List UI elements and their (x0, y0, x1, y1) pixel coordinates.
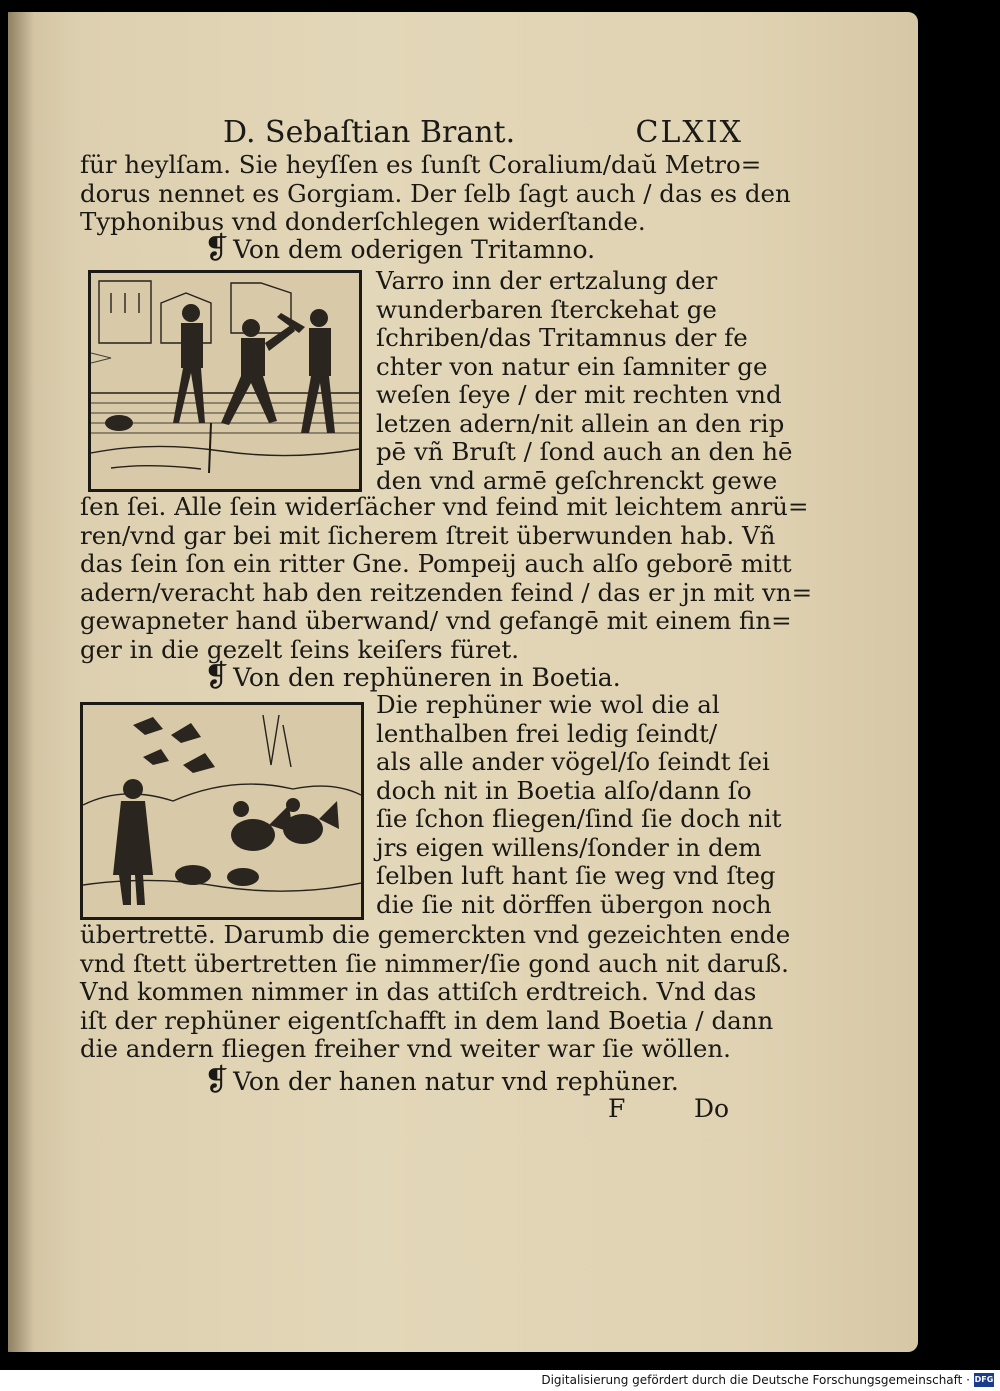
section-heading-tritamnus: ❡ Von dem oderigen Tritamno. (204, 231, 596, 266)
text-line: übertrettē. Darumb die gemerckten vnd gezeichten ende (80, 920, 791, 949)
text-line: die andern fliegen freiher vnd weiter war ſie wöllen. (80, 1034, 731, 1063)
woodcut-partridges (80, 702, 364, 920)
text-line: pē vñ Bruſt / ſond auch an den hē (376, 437, 793, 466)
text-line: vnd ſtett übertretten ſie nimmer/ſie gond auch nit daruß. (80, 948, 789, 978)
footer-credit-text: Digitalisierung gefördert durch die Deutsche Forschungsgemeinschaft · (541, 1373, 970, 1387)
text-line: adern/veracht hab den reitzenden feind / das er jn mit vn= (80, 577, 813, 607)
section-heading-rephuener: ❡ Von den rephüneren in Boetia. (204, 659, 621, 694)
text-line: letzen adern/nit allein an den rip (376, 408, 785, 438)
text-line: ſelben luft hant ſie weg vnd ſteg (376, 861, 776, 890)
woodcut-fighters (88, 270, 362, 492)
text-line: ren/vnd gar bei mit ſicherem ſtreit überwunden hab. Vñ (80, 520, 776, 550)
text-line: ſie ſchon fliegen/ſind ſie doch nit (376, 804, 782, 833)
signature-mark: F (608, 1094, 626, 1123)
text-line: weſen ſeye / der mit rechten vnd (376, 380, 782, 409)
text-line: gewapneter hand überwand/ vnd gefangē mit einem fin= (80, 606, 792, 635)
text-line: Die rephüner wie wol die al (376, 690, 720, 719)
folio-number: CLXIX (635, 115, 743, 150)
text-line: für heylſam. Sie heyſſen es ſunſt Coralium/daŭ Metro= (80, 150, 762, 179)
text-line: dorus nennet es Gorgiam. Der ſelb ſagt auch / das es den (80, 178, 791, 208)
text-line: jrs eigen willens/ſonder in dem (376, 832, 762, 862)
text-line: doch nit in Boetia alſo/dann ſo (376, 775, 752, 805)
text-line: wunderbaren ſterckehat ge (376, 294, 717, 324)
running-title: D. Sebaſtian Brant. (223, 115, 516, 150)
text-line: ſen ſei. Alle ſein widerſächer vnd feind mit leichtem anrü= (80, 492, 809, 521)
running-header (223, 115, 743, 153)
text-line: chter von natur ein ſamniter ge (376, 351, 768, 381)
catchword: Do (694, 1094, 730, 1123)
pilcrow-icon: ❡ (204, 1063, 230, 1098)
text-line: Typhonibus vnd donderſchlegen widerſtande. (80, 207, 646, 236)
pilcrow-icon: ❡ (204, 231, 230, 266)
text-line: lenthalben frei ledig ſeindt/ (376, 718, 718, 748)
text-line: iſt der rephüner eigentſchafft in dem land Boetia / dann (80, 1005, 774, 1035)
book-page (8, 12, 918, 1352)
text-line: ſchriben/das Tritamnus der fe (376, 323, 748, 352)
section-heading-hanen: ❡ Von der hanen natur vnd rephüner. (204, 1063, 679, 1098)
text-line: Varro inn der ertzalung der (376, 266, 718, 295)
text-line: die ſie nit dörffen übergon noch (376, 889, 772, 919)
text-line: als alle ander vögel/ſo ſeindt ſei (376, 747, 770, 776)
dfg-logo-icon: DFG (974, 1373, 994, 1387)
text-line: den vnd armē geſchrenckt gewe (376, 465, 778, 495)
text-line: ger in die gezelt ſeins keiſers füret. (80, 634, 520, 664)
text-line: das ſein ſon ein ritter Gne. Pompeij auch alſo geborē mitt (80, 549, 792, 578)
text-line: Vnd kommen nimmer in das attiſch erdtreich. Vnd das (80, 977, 757, 1006)
digitization-footer (0, 1370, 1000, 1391)
pilcrow-icon: ❡ (204, 659, 230, 694)
